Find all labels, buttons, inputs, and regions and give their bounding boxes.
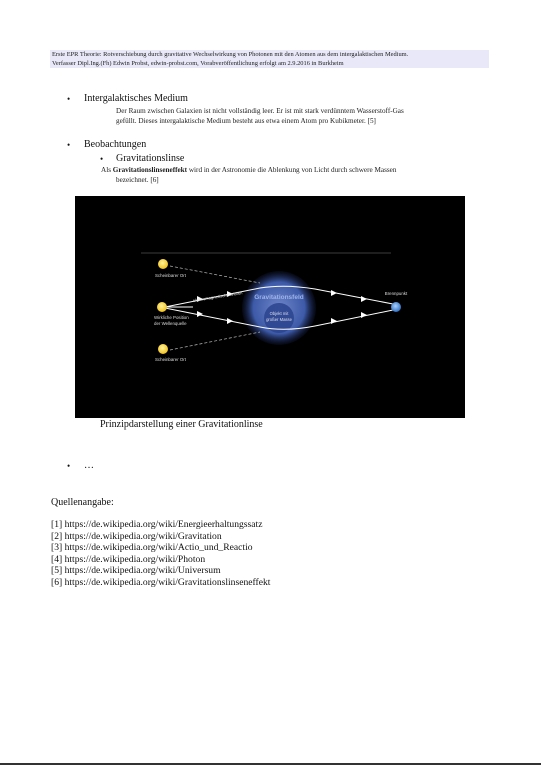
body-bold-term: Gravitationslinseneffekt [112, 166, 188, 174]
label-real-source-line-2: der Wellenquelle [154, 321, 187, 326]
page-bottom-border [0, 763, 541, 765]
label-apparent-source-bottom: Scheinbarer Ort [155, 357, 186, 362]
source-item: [1] https://de.wikipedia.org/wiki/Energieerhaltungssatz [51, 519, 263, 530]
label-focal-point: Brennpunkt [384, 291, 408, 296]
apparent-source-top-sun-icon [158, 259, 168, 269]
gravitational-lens-figure [75, 196, 465, 418]
label-electromagnetic-waves: elektromagnetische Wellen [192, 290, 243, 303]
bullet-dot-icon: • [67, 94, 71, 104]
arrow-icon [361, 296, 367, 302]
arrow-icon [331, 318, 337, 324]
apparent-source-bottom-sun-icon [158, 344, 168, 354]
source-item: [2] https://de.wikipedia.org/wiki/Gravitation [51, 530, 222, 542]
label-apparent-source-top: Scheinbarer Ort [155, 273, 186, 278]
bullet-dot-icon: • [67, 140, 71, 150]
arrow-icon [361, 312, 367, 318]
label-real-source-line-1: Wirkliche Position [154, 315, 189, 320]
arrow-icon [331, 290, 337, 296]
header-line-1: Erste EPR Theorie: Rotverschiebung durch gravitative Wechselwirkung von Photonen mit den Atomen aus dem intergalaktischen Medium. [52, 51, 409, 58]
intergalactic-body-line-2: gefüllt. Dieses intergalaktische Medium besteht aus etwa einem Atom pro Kubikmeter. [5] [116, 117, 376, 125]
label-gravitational-field: Gravitationsfeld [254, 294, 304, 301]
body-rest: wird in der Astronomie die Ablenkung von Licht durch schwere Massen [187, 166, 397, 174]
more-ellipsis: … [84, 460, 94, 471]
source-item: [3] https://de.wikipedia.org/wiki/Actio_und_Reactio [51, 542, 253, 554]
bullet-dot-icon: • [67, 461, 71, 471]
focal-point-icon [391, 302, 401, 312]
section-heading-intergalactic: Intergalaktisches Medium [84, 93, 188, 104]
arrow-icon [197, 311, 203, 317]
gravitational-lens-diagram [75, 196, 465, 418]
sub-heading-gravitational-lens: Gravitationslinse [116, 153, 185, 164]
sources-title: Quellenangabe: [51, 497, 114, 508]
gravitational-lens-body-line-2: bezeichnet. [6] [116, 176, 159, 184]
figure-caption: Prinzipdarstellung einer Gravitationlinse [100, 419, 263, 430]
document-header [50, 50, 489, 68]
real-source-sun-icon [157, 302, 167, 312]
label-massive-object-line-2: großer Masse [266, 317, 292, 322]
label-massive-object-line-1: Objekt mit [269, 311, 289, 316]
bullet-dot-icon: • [100, 154, 104, 164]
body-prefix: Als [101, 166, 113, 174]
source-item: [5] https://de.wikipedia.org/wiki/Universum [51, 565, 221, 577]
apparent-ray-bottom [170, 332, 260, 350]
gravitational-lens-body-line-1 [101, 166, 396, 176]
source-item: [4] https://de.wikipedia.org/wiki/Photon [51, 553, 206, 565]
header-line-2: Verfasser Dipl.Ing.(Fh) Edwin Probst, edwin-probst.com, Vorabveröffentlichung erfolgt am 2.9.2016 in Burkheim [52, 59, 344, 67]
section-heading-observations: Beobachtungen [84, 139, 147, 150]
source-item: [6] https://de.wikipedia.org/wiki/Gravitationslinseneffekt [51, 576, 271, 588]
intergalactic-body-line-1: Der Raum zwischen Galaxien ist nicht vollständig leer. Er ist mit stark verdünntem Wasserstoff-Gas [116, 107, 404, 115]
sources-list [51, 519, 270, 589]
arrow-icon [227, 318, 233, 324]
